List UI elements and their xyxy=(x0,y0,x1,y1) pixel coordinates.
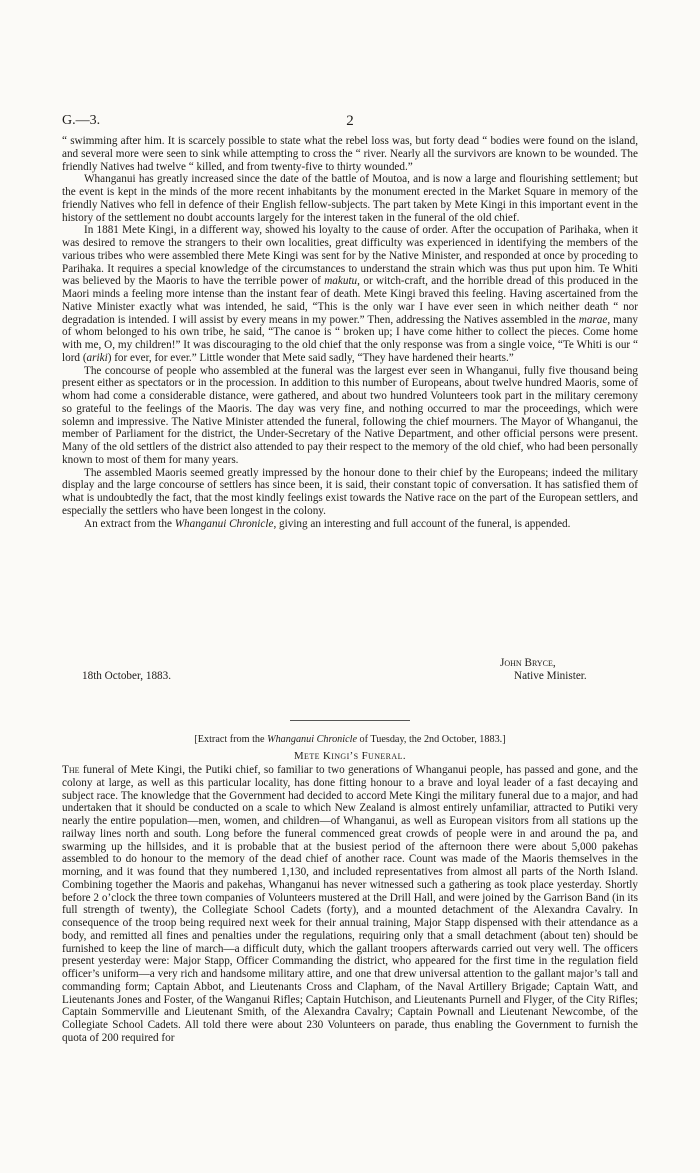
text-run: In 1881 Mete Kingi, in a different way, showed his loyalty to the cause of order. After the occupation of Parihaka, when it was desired to remove the strangers to their own localities, great difficulty was experienced in identifying the members of the various tribes who were assembled there Mete Kingi was sent for by the Native Minister, and responded at once by proceding to Parihaka. It requires a special knowledge of the circumstances to understand the strain which was thus put upon him. Te Whiti was believed by the Maoris to have the terrible power of xyxy=(62,224,638,288)
italic-term: marae xyxy=(578,313,608,326)
paragraph-funeral xyxy=(62,764,638,1045)
text-run: An extract from the xyxy=(84,517,175,530)
text-run: ) for ever, for ever.” Little wonder that Mete said sadly, “They have hardened their hearts.” xyxy=(107,351,514,364)
section-divider xyxy=(290,720,410,721)
paragraph-quote-end: “ swimming after him. It is scarcely possible to state what the rebel loss was, but forty dead “ bodies were found on the island, and several more were seen to sink while attempting to cross the “ river. Nearly all the survivors are known to be wounded. The friendly Natives had twelve “ killed, and from twenty-five to thirty wounded.” xyxy=(62,135,638,173)
paragraph-extract-note xyxy=(62,518,638,531)
paragraph-concourse: The concourse of people who assembled at the funeral was the largest ever seen in Whanganui, fully five thousand being present either as spectators or in the procession. In addition to this number of Europeans, about twelve hundred Maoris, some of whom had come a considerable distance, were gathered, and about two hundred Volunteers took part in the military ceremony so grateful to the feelings of the Maoris. The day was very fine, and nothing occurred to mar the proceedings, which were solemn and impressive. The Native Minister attended the funeral, following the chief mourners. The Mayor of Whanganui, the member of Parliament for the district, the Under-Secretary of the Native Department, and other official persons were present. Many of the old settlers of the district also attended to pay their respect to the memory of the old chief, who had been personally known to most of them for many years. xyxy=(62,364,638,466)
newspaper-name: Whanganui Chronicle xyxy=(267,734,357,745)
page-number: 2 xyxy=(346,113,354,129)
article-body xyxy=(62,764,638,1045)
text-run: funeral of Mete Kingi, the Putiki chief, so familiar to two generations of Whanganui people, has passed and gone, and the colony at large, as well as this particular locality, has done fitting honour to a brave and loyal leader of a fast decaying and subject race. The knowledge that the Government had decided to accord Mete Kingi the military funeral due to a major, and had undertaken that it should be conducted on a scale to which New Zealand is almost entirely unfamiliar, attracted to Putiki very nearly the entire population—men, women, and children—of Whanganui, as well as European visitors from all stations up the railway lines north and south. Long before the funeral commenced great crowds of people were in and around the pa, and swarming up the hillsides, and it is probable that at the busiest period of the afternoon there were about 5,000 pakehas assembled to do honour to the memory of the dead chief of another race. Count was made of the Maoris themselves in the morning, and it was found that they numbered 1,130, and included representatives from almost all parts of the North Island. Combining together the Maoris and pakehas, Whanganui has never witnessed such a gathering as took place yesterday. Shortly before 2 o’clock the three town companies of Volunteers mustered at the Drill Hall, and were joined by the Garrison Band (in its full strength of twenty), the Collegiate School Cadets (forty), and a mounted detachment of the Alexandra Cavalry. In consequence of the troop being required next week for their annual training, Major Stapp dispensed with their attendance as a body, and remitted all fines and penalties under the regulations, requiring only that a small detachment (about ten) should be furnished to keep the line of march—a difficult duty, which the gallant troopers afterwards carried out very well. The officers present yesterday were: Major Stapp, Officer Commanding the district, who appeared for the first time in the regulation field officer’s uniform—a very rich and handsome military attire, and one that drew universal attention to the gallant major’s tall and commanding form; Captain Abbot, and Lieutenants Cross and Clapham, of the Naval Artillery Brigade; Captain Watt, and Lieutenants Jones and Foster, of the Wanganui Rifles; Captain Hutchison, and Lieutenants Purnell and Flyger, of the City Rifles; Captain Sommerville and Lieutenant Smith, of the Alexandra Cavalry; Captain Pownall and Lieutenant Newcombe, of the Collegiate School Cadets. All told there were about 230 Volunteers on parade, thus enabling the Government to furnish the quota of 200 required for xyxy=(62,764,638,1044)
signature-date: 18th October, 1883. xyxy=(82,670,172,682)
text-run: , giving an interesting and full account of the funeral, is appended. xyxy=(273,517,571,530)
document-reference: G.—3. xyxy=(62,113,101,128)
text-run: , many of whom belonged to his own tribe, he said, “The canoe is “ broken up; I have come hither to collect the pieces. Come home with me, O, my children!” It was discouraging to the old chief that the only response was from a single voice, “Te Whiti is our “ lord ( xyxy=(62,313,639,364)
lead-word: The xyxy=(62,764,80,776)
text-run: of Tuesday, the 2nd October, 1883.] xyxy=(356,734,506,745)
newspaper-name: Whanganui Chronicle xyxy=(174,517,274,530)
signature-title: Native Minister. xyxy=(514,670,587,682)
signature-name: John Bryce, xyxy=(500,657,556,669)
signature-block xyxy=(62,657,638,697)
paragraph-parihaka xyxy=(62,224,638,364)
page-header xyxy=(62,113,638,133)
extract-heading xyxy=(62,734,638,745)
paragraph-moutoa: Whanganui has greatly increased since the date of the battle of Moutoa, and is now a large and flourishing settlement; but the event is kept in the minds of the more recent inhabitants by the monument erected in the Market Square in memory of the friendly Natives who fell in defence of their English fellow-subjects. The part taken by Mete Kingi in this important event in the history of the settlement no doubt accounts largely for the interest taken in the funeral of the old chief. xyxy=(62,173,638,224)
article-title: Mete Kingi’s Funeral. xyxy=(294,750,406,762)
text-run: [Extract from the xyxy=(194,734,268,745)
report-body xyxy=(62,135,638,530)
italic-term: ariki xyxy=(86,351,108,364)
paragraph-impression: The assembled Maoris seemed greatly impressed by the honour done to their chief by the Europeans; indeed the military display and the large concourse of settlers has since been, it is said, their constant topic of conversation. It has satisfied them of what is undoubtedly the fact, that the most kindly feelings exist towards the Native race on the part of the European settlers, and especially the settlers who have been longest in the colony. xyxy=(62,466,638,517)
text-run: , or witch-craft, and the horrible dread of this produced in the Maori minds a feeling more intense than the instant fear of death. Mete Kingi braved this feeling. Having ascertained from the Native Minister exactly what was intended, he said, “This is the only war I have ever seen in which neither death “ nor degradation is intended. I will assist by every means in my power.” Then, addressing the Natives assembled in the xyxy=(62,275,638,326)
italic-term: makutu xyxy=(324,275,358,288)
